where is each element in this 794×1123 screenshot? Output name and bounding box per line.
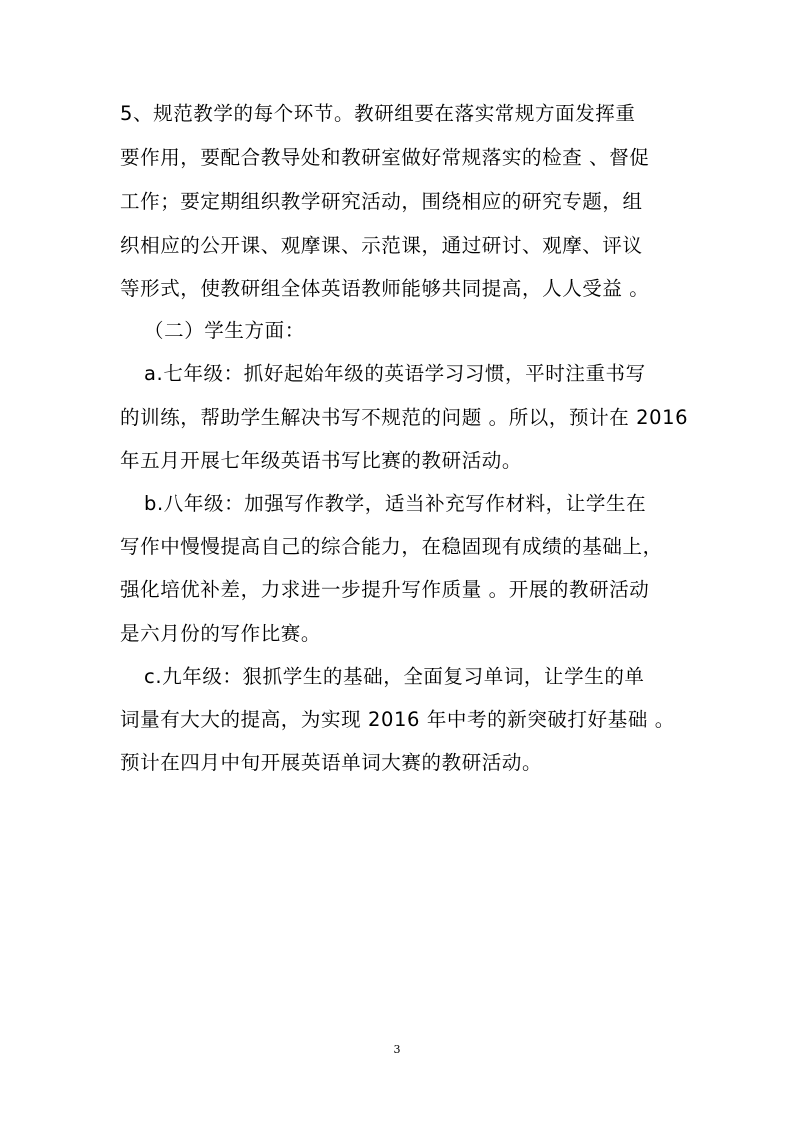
body-text-line: 是六月份的写作比赛。: [120, 622, 322, 645]
body-text-line: 词量有大大的提高，为实现 2016 年中考的新突破打好基础 。: [120, 708, 675, 731]
body-text-line: c.九年级：狠抓学生的基础，全面复习单词，让学生的单: [144, 665, 645, 688]
body-text-line: a.七年级：抓好起始年级的英语学习习惯，平时注重书写: [144, 362, 646, 385]
body-text-line: 年五月开展七年级英语书写比赛的教研活动。: [120, 449, 523, 472]
body-text-line: 强化培优补差，力求进一步提升写作质量 。开展的教研活动: [120, 578, 650, 601]
page-number: 3: [393, 1043, 401, 1056]
body-text-line: 5、规范教学的每个环节。教研组要在落实常规方面发挥重: [120, 102, 636, 125]
body-text-line: 要作用，要配合教导处和教研室做好常规落实的检查 、督促: [120, 146, 650, 169]
section-heading: （二）学生方面：: [144, 319, 305, 342]
body-text-line: b.八年级：加强写作教学，适当补充写作材料，让学生在: [144, 492, 647, 515]
body-text-line: 工作；要定期组织教学研究活动，围绕相应的研究专题，组: [120, 190, 643, 213]
body-text-line: 的训练，帮助学生解决书写不规范的问题 。所以，预计在 2016: [120, 406, 689, 429]
body-text-line: 等形式，使教研组全体英语教师能够共同提高，人人受益 。: [120, 277, 650, 300]
body-text-line: 织相应的公开课、观摩课、示范课，通过研讨、观摩、评议: [120, 234, 643, 257]
body-text-line: 预计在四月中旬开展英语单词大赛的教研活动。: [120, 751, 543, 774]
body-text-line: 写作中慢慢提高自己的综合能力，在稳固现有成绩的基础上，: [120, 535, 663, 558]
